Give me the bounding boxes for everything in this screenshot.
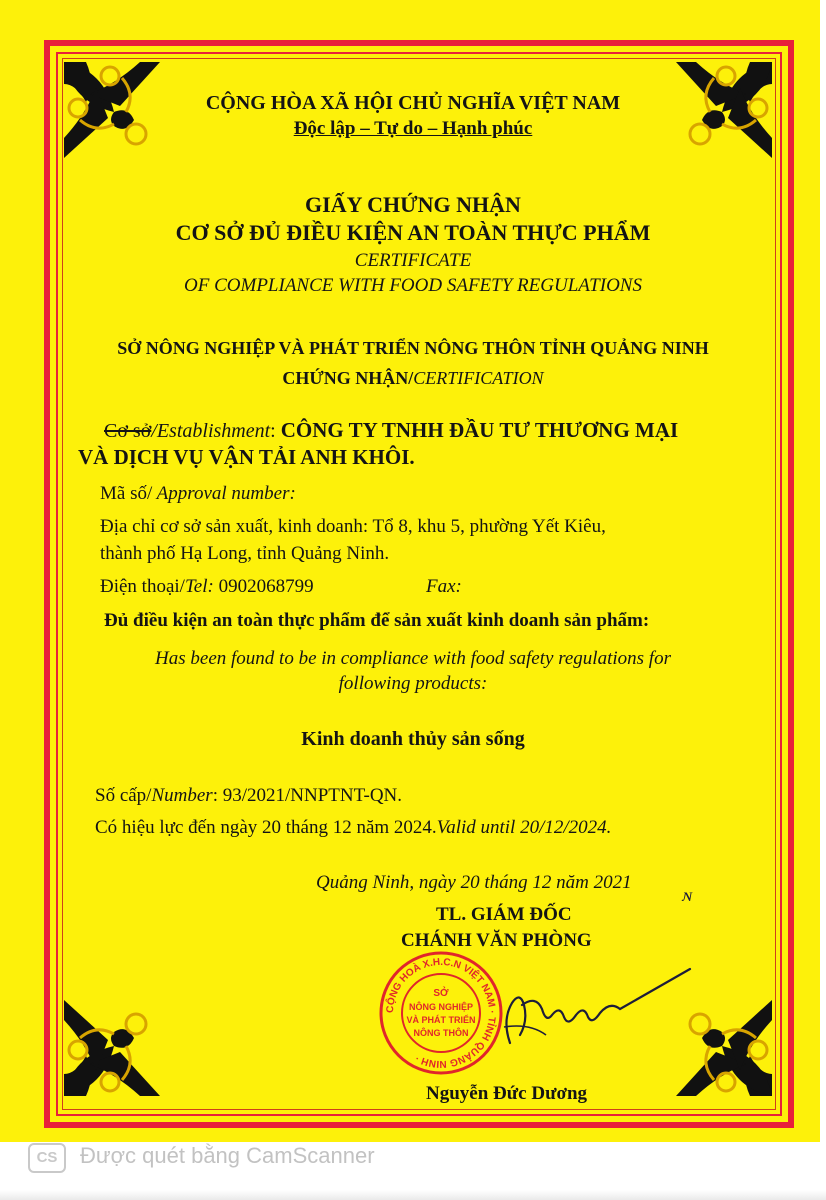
certificate-title: GIẤY CHỨNG NHẬN [305, 192, 521, 217]
compliance-statement-en-line2: following products: [338, 673, 488, 694]
compliance-statement-vi: Đủ điều kiện an toàn thực phẩm để sản xuất kinh doanh sản phẩm: [104, 610, 650, 631]
establishment-line [104, 418, 678, 443]
compliance-statement-en-line1: Has been found to be in compliance with food safety regulations for [155, 648, 671, 669]
fax-label: Fax: [426, 576, 462, 597]
phone-label-en: Tel: [184, 576, 214, 597]
validity-vi: Có hiệu lực đến ngày 20 tháng 12 năm 2024. [95, 817, 437, 838]
scan-edge-shade [0, 1190, 826, 1200]
place-and-date: Quảng Ninh, ngày 20 tháng 12 năm 2021 [316, 872, 632, 893]
seal-line4: NÔNG THÔN [413, 1028, 469, 1038]
establishment-name-line2: VÀ DỊCH VỤ VẬN TẢI ANH KHÔI. [78, 445, 415, 469]
seal-line3: VÀ PHÁT TRIỂN [406, 1015, 476, 1025]
certificate-title-en: CERTIFICATE [354, 250, 472, 271]
official-seal-icon [378, 950, 504, 1076]
number-label-en: Number [151, 785, 213, 806]
establishment-label-vi: Cơ sở [104, 420, 152, 442]
certificate-number: : 93/2021/NNPTNT-QN. [212, 785, 403, 806]
address-line2: thành phố Hạ Long, tỉnh Quảng Ninh. [100, 543, 390, 564]
signature-icon [490, 965, 700, 1055]
validity-line [95, 817, 611, 839]
seal-line2: NÔNG NGHIỆP [408, 1002, 474, 1012]
national-motto: Độc lập – Tự do – Hạnh phúc [293, 118, 533, 139]
phone-line [100, 576, 314, 598]
phone-label-vi: Điện thoại/ [100, 576, 185, 597]
establishment-name-line1: CÔNG TY TNHH ĐẦU TƯ THƯƠNG MẠI [280, 418, 679, 442]
certification-label-vi: CHỨNG NHẬN/ [282, 368, 414, 388]
product-name: Kinh doanh thủy sản sống [301, 728, 525, 750]
certificate-subtitle: CƠ SỞ ĐỦ ĐIỀU KIỆN AN TOÀN THỰC PHẨM [175, 220, 651, 245]
approval-number-line [100, 483, 296, 505]
certificate-subtitle-en: OF COMPLIANCE WITH FOOD SAFETY REGULATIONS [184, 275, 642, 296]
signatory-role-line1: TL. GIÁM ĐỐC [436, 904, 572, 925]
establishment-label-en: /Establishment [151, 420, 271, 442]
establishment-colon: : [270, 420, 276, 442]
signatory-role-line2: CHÁNH VĂN PHÒNG [401, 930, 592, 951]
signer-name: Nguyễn Đức Dương [426, 1083, 588, 1104]
validity-en: Valid until 20/12/2024. [436, 817, 612, 838]
certificate-number-line [95, 785, 402, 807]
certification-label [0, 368, 826, 389]
country-heading: CỘNG HÒA XÃ HỘI CHỦ NGHĨA VIỆT NAM [205, 92, 621, 114]
seal-line1: SỞ [433, 988, 449, 999]
scan-right-margin [820, 0, 826, 1142]
corner-ornament-icon [56, 984, 176, 1104]
issuing-authority: SỞ NÔNG NGHIỆP VÀ PHÁT TRIỂN NÔNG THÔN TỈNH QUẢNG NINH [117, 338, 709, 358]
number-label-vi: Số cấp/ [95, 785, 152, 806]
phone-number: 0902068799 [213, 576, 314, 597]
camscanner-logo-icon: CS [28, 1143, 66, 1173]
certification-label-en: CERTIFICATION [413, 368, 544, 388]
camscanner-watermark: Được quét bằng CamScanner [80, 1143, 375, 1168]
approval-label-en: Approval number: [152, 483, 296, 504]
seal-ring-text: CỘNG HOÀ X.H.C.N VIỆT NAM · TỈNH QUẢNG NINH · [384, 956, 498, 1070]
address-line1: Địa chỉ cơ sở sản xuất, kinh doanh: Tổ 8, khu 5, phường Yết Kiêu, [100, 516, 606, 537]
approval-label-vi: Mã số/ [100, 483, 153, 504]
handwritten-initial: ɴ [683, 885, 693, 905]
